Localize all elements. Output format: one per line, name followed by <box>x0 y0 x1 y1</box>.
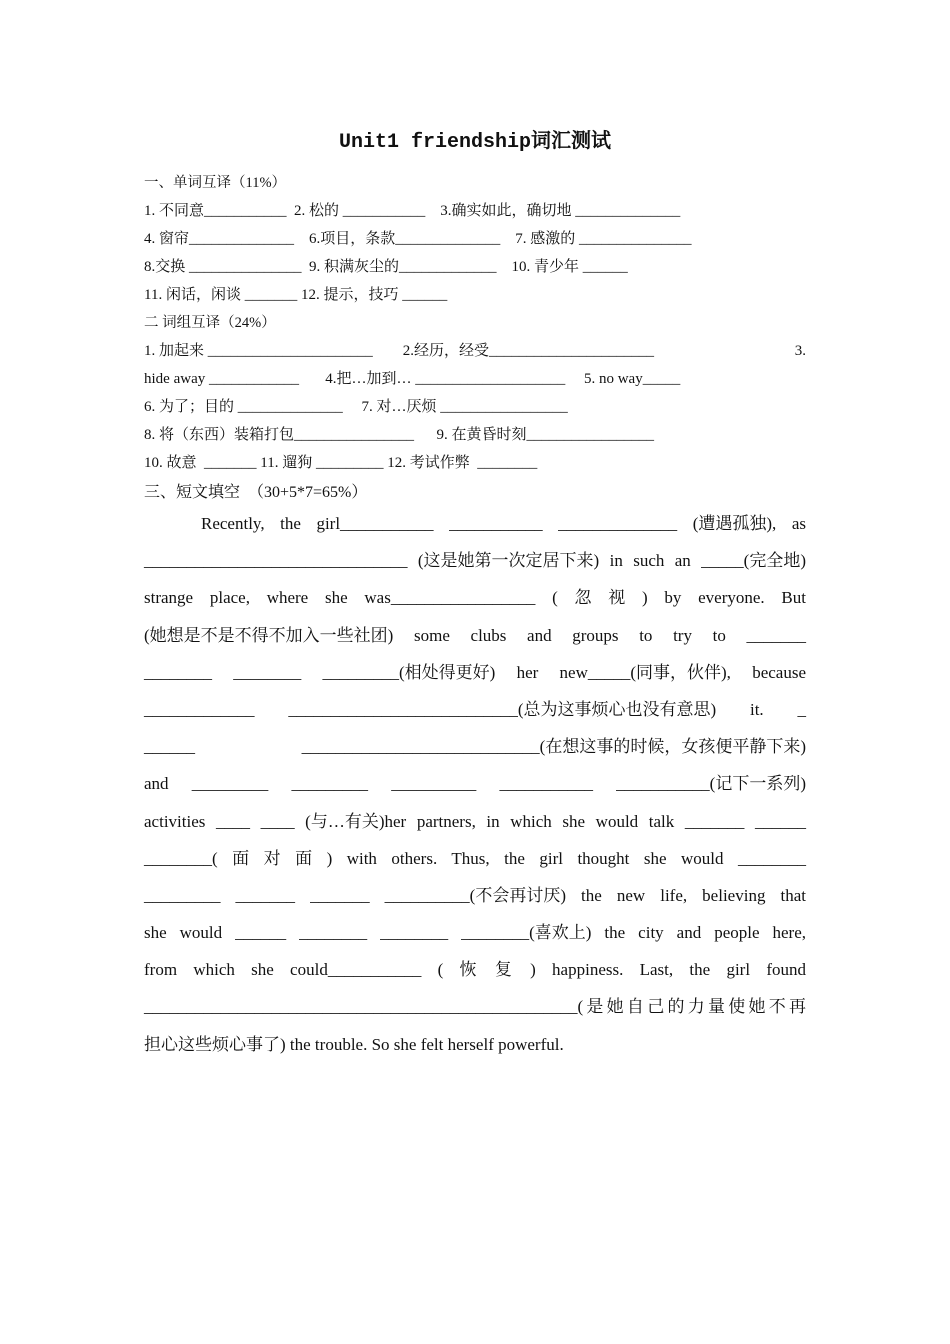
passage-line: ___________________________________________________(是她自己的力量使她不再 <box>144 997 806 1017</box>
passage-line: and _________ _________ __________ ___________ ___________(记下一系列) <box>144 774 806 794</box>
passage-line: Recently, the girl___________ ___________ ______________ (遭遇孤独), as <box>201 514 806 533</box>
page-title: Unit1 friendship词汇测试 <box>338 131 612 154</box>
section1-line-4: 11. 闲话，闲谈 _______ 12. 提示，技巧 ______ <box>144 287 448 303</box>
section2-line-4: 8. 将（东西）装箱打包________________ 9. 在黄昏时刻_________________ <box>144 427 655 443</box>
section2-heading: 二 词组互译（24%） <box>144 315 276 331</box>
passage-line: ______ ____________________________(在想这事的时候，女孩便平静下来) <box>144 737 806 757</box>
section1-line-2: 4. 窗帘______________ 6.项目，条款______________ 7. 感激的 _______________ <box>144 231 692 247</box>
passage-line: (她想是不是不得不加入一些社团) some clubs and groups to try to _______ <box>144 625 806 645</box>
passage-line: ________ ________ _________(相处得更好) her new_____(同事，伙伴), because <box>144 662 806 682</box>
section1-heading: 一、单词互译（11%） <box>144 175 287 191</box>
section1-line-3: 8.交换 _______________ 9. 积满灰尘的_____________ 10. 青少年 ______ <box>144 259 628 275</box>
section3-heading: 三、短文填空 （30+5*7=65%） <box>144 484 368 501</box>
passage-line: strange place, where she was_________________ ( 忽 视 ) by everyone. But <box>144 588 806 608</box>
passage-line: ________( 面 对 面 ) with others. Thus, the girl thought she would ________ <box>144 848 806 868</box>
passage-line: _____________ ___________________________(总为这事烦心也没有意思) it. _ <box>144 699 806 719</box>
section2-line-1-right: 3. <box>794 343 806 359</box>
section2-line-1 <box>144 341 806 361</box>
section2-line-2: hide away ____________ 4.把…加到… ____________________ 5. no way_____ <box>144 371 681 387</box>
section2-line-1-left: 1. 加起来 ______________________ 2.经历，经受______________________ <box>144 343 655 359</box>
passage-line: _________ _______ _______ __________(不会再讨厌) the new life, believing that <box>144 885 806 905</box>
section2-line-3: 6. 为了；目的 ______________ 7. 对…厌烦 _________________ <box>144 399 568 415</box>
passage-line: activities ____ ____ (与…有关)her partners, in which she would talk _______ ______ <box>144 811 806 831</box>
passage-line: 担心这些烦心事了) the trouble. So she felt herself powerful. <box>144 1034 564 1054</box>
passage-line: _______________________________ (这是她第一次定居下来) in such an _____(完全地) <box>144 551 806 571</box>
cloze-passage <box>144 505 806 1063</box>
section2-line-5: 10. 故意 _______ 11. 遛狗 _________ 12. 考试作弊 ________ <box>144 455 538 471</box>
section1-line-1: 1. 不同意___________ 2. 松的 ___________ 3.确实如此，确切地 ______________ <box>144 203 681 219</box>
passage-line: from which she could___________ ( 恢 复 ) happiness. Last, the girl found <box>144 960 806 980</box>
passage-line: she would ______ ________ ________ ________(喜欢上) the city and people here, <box>144 923 806 943</box>
